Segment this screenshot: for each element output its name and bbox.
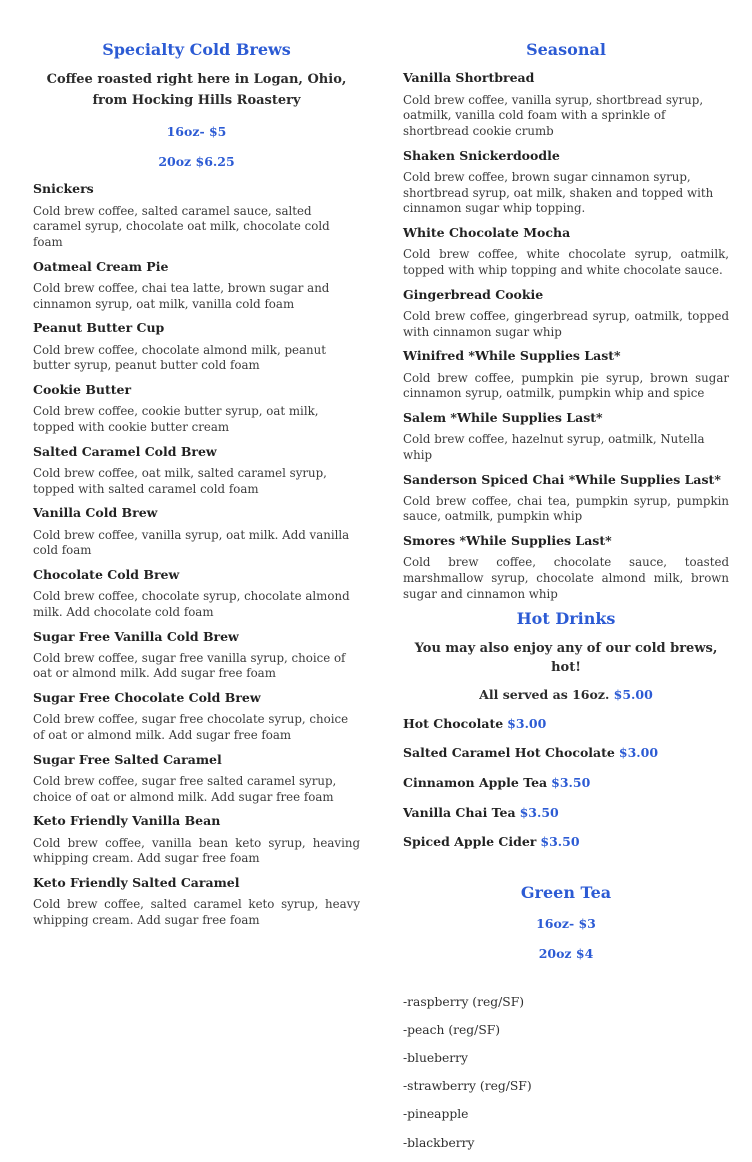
item-name: Salem *While Supplies Last* <box>403 409 603 425</box>
green-tea-flavor: -blueberry <box>403 1051 469 1066</box>
item-description: Cold brew coffee, gingerbread syrup, oatmilk, topped with cinnamon sugar whip <box>403 308 729 339</box>
green-tea-price-16oz: 16oz- $3 <box>536 916 596 932</box>
item-description: Cold brew coffee, sugar free chocolate syrup, choice of oat or almond milk. Add sugar free foam <box>33 712 349 743</box>
menu-item <box>33 752 360 806</box>
seasonal-title: Seasonal <box>526 40 606 59</box>
item-description: Cold brew coffee, vanilla syrup, shortbread syrup, oatmilk, vanilla cold foam with a sprinkle of shortbread cookie crumb <box>403 92 704 139</box>
hot-drink-row <box>403 743 729 764</box>
item-name: Vanilla Cold Brew <box>33 505 158 521</box>
hot-drink-row <box>403 714 729 735</box>
menu-item <box>403 410 729 464</box>
item-description: Cold brew coffee, vanilla bean keto syrup, heaving whipping cream. Add sugar free foam <box>33 835 360 866</box>
hot-drink-row <box>403 832 729 853</box>
serving-price: $5.00 <box>613 686 653 702</box>
hot-drinks-serving-line <box>403 686 729 704</box>
item-description: Cold brew coffee, white chocolate syrup, oatmilk, topped with whip topping and white chocolate sauce. <box>403 247 729 277</box>
item-description: Cold brew coffee, salted caramel sauce, salted caramel syrup, chocolate oat milk, chocolate cold foam <box>33 203 330 250</box>
menu-item <box>403 287 729 341</box>
hot-drinks-note: You may also enjoy any of our cold brews, hot! <box>414 640 718 675</box>
item-description: Cold brew coffee, vanilla syrup, oat milk. Add vanilla cold foam <box>33 527 350 558</box>
price-line-16oz: 16oz- $5 <box>166 123 227 139</box>
item-name: Gingerbread Cookie <box>403 286 544 302</box>
hot-drink-row <box>403 773 729 794</box>
roastery-subtitle: Coffee roasted right here in Logan, Ohio, from Hocking Hills Roastery <box>46 72 347 109</box>
seasonal-section <box>403 41 729 602</box>
item-name: Sanderson Spiced Chai *While Supplies Last* <box>403 471 721 487</box>
item-name: Sugar Free Salted Caramel <box>33 751 222 767</box>
menu-item <box>33 505 360 559</box>
serving-label: All served as 16oz <box>479 686 605 702</box>
item-name: Winifred *While Supplies Last* <box>403 348 621 364</box>
right-column <box>403 41 729 1162</box>
green-tea-flavor: -strawberry (reg/SF) <box>403 1079 532 1094</box>
item-description: Cold brew coffee, chocolate almond milk, peanut butter syrup, peanut butter cold foam <box>33 342 326 373</box>
menu-item <box>33 181 360 250</box>
menu-item <box>403 148 729 217</box>
green-tea-title: Green Tea <box>520 882 612 902</box>
menu-item <box>33 567 360 621</box>
hot-drink-name: Cinnamon Apple Tea <box>403 774 548 790</box>
item-description: Cold brew coffee, chai tea, pumpkin syrup, pumpkin sauce, oatmilk, pumpkin whip <box>403 493 729 524</box>
serving-separator: . <box>604 686 614 702</box>
menu-item <box>403 533 729 602</box>
item-description: Cold brew coffee, hazelnut syrup, oatmilk, Nutella whip <box>403 432 705 462</box>
item-description: Cold brew coffee, oat milk, salted caramel syrup, topped with salted caramel cold foam <box>33 465 327 496</box>
item-description: Cold brew coffee, pumpkin pie syrup, brown sugar cinnamon syrup, oatmilk, pumpkin whip and spice <box>403 370 729 401</box>
item-description: Cold brew coffee, chai tea latte, brown sugar and cinnamon syrup, oat milk, vanilla cold foam <box>33 281 330 311</box>
item-description: Cold brew coffee, sugar free vanilla syrup, choice of oat or almond milk. Add sugar free foam <box>33 650 346 681</box>
item-name: Keto Friendly Salted Caramel <box>33 875 240 891</box>
menu-item <box>403 348 729 402</box>
item-description: Cold brew coffee, salted caramel keto syrup, heavy whipping cream. Add sugar free foam <box>33 897 360 927</box>
hot-drink-price: $3.50 <box>551 774 591 790</box>
menu-item <box>33 382 360 436</box>
green-tea-flavor: -pineapple <box>403 1107 469 1122</box>
hot-drink-price: $3.50 <box>519 804 559 820</box>
menu-item <box>33 320 360 374</box>
menu-item <box>33 813 360 867</box>
hot-drink-name: Hot Chocolate <box>403 715 504 731</box>
item-description: Cold brew coffee, chocolate sauce, toasted marshmallow syrup, chocolate almond milk, brown sugar and cinnamon whip <box>403 555 729 601</box>
item-name: Keto Friendly Vanilla Bean <box>33 813 221 829</box>
hot-drink-name: Salted Caramel Hot Chocolate <box>403 745 615 761</box>
item-name: Vanilla Shortbread <box>403 70 535 86</box>
hot-drinks-section <box>403 610 729 852</box>
hot-drink-name: Spiced Apple Cider <box>403 834 537 850</box>
hot-drink-price: $3.50 <box>540 834 580 850</box>
item-name: Shaken Snickerdoodle <box>403 147 560 163</box>
green-tea-flavor: -raspberry (reg/SF) <box>403 994 525 1009</box>
item-description: Cold brew coffee, brown sugar cinnamon syrup, shortbread syrup, oat milk, shaken and topped with cinnamon sugar whip topping. <box>403 169 714 216</box>
menu-item <box>33 259 360 313</box>
item-name: White Chocolate Mocha <box>403 225 571 241</box>
item-name: Salted Caramel Cold Brew <box>33 443 217 459</box>
price-line-20oz: 20oz $6.25 <box>158 154 235 170</box>
seasonal-item-list <box>403 70 729 602</box>
green-tea-section <box>403 884 729 1153</box>
green-tea-price-20oz: 20oz $4 <box>538 946 594 962</box>
menu-item <box>403 70 729 139</box>
menu-item <box>33 444 360 498</box>
menu-item <box>33 875 360 929</box>
item-name: Snickers <box>33 181 94 197</box>
hot-drink-price: $3.00 <box>618 745 659 761</box>
item-description: Cold brew coffee, sugar free salted caramel syrup, choice of oat or almond milk. Add sugar free foam <box>33 774 337 804</box>
item-name: Cookie Butter <box>33 382 132 398</box>
item-description: Cold brew coffee, chocolate syrup, chocolate almond milk. Add chocolate cold foam <box>33 589 350 619</box>
item-name: Peanut Butter Cup <box>33 320 165 336</box>
hot-drink-name: Vanilla Chai Tea <box>403 804 516 820</box>
green-tea-flavor: -blackberry <box>403 1135 475 1150</box>
menu-item <box>403 225 729 279</box>
green-tea-flavor-list <box>403 993 729 1154</box>
item-name: Oatmeal Cream Pie <box>33 258 169 274</box>
item-description: Cold brew coffee, cookie butter syrup, oat milk, topped with cookie butter cream <box>33 404 319 434</box>
hot-drink-price: $3.00 <box>507 715 547 731</box>
green-tea-flavor: -peach (reg/SF) <box>403 1022 501 1037</box>
hot-drinks-list <box>403 714 729 853</box>
specialty-cold-brews-section <box>33 41 360 1162</box>
hot-drinks-title: Hot Drinks <box>516 609 616 629</box>
item-name: Chocolate Cold Brew <box>33 566 180 582</box>
hot-drink-row <box>403 803 729 824</box>
specialty-item-list <box>33 181 360 928</box>
item-name: Smores *While Supplies Last* <box>403 533 612 549</box>
menu-item <box>33 629 360 683</box>
specialty-cold-brews-title: Specialty Cold Brews <box>102 40 291 59</box>
item-name: Sugar Free Chocolate Cold Brew <box>33 690 261 706</box>
menu-item <box>403 472 729 526</box>
item-name: Sugar Free Vanilla Cold Brew <box>33 628 239 644</box>
menu-item <box>33 690 360 744</box>
